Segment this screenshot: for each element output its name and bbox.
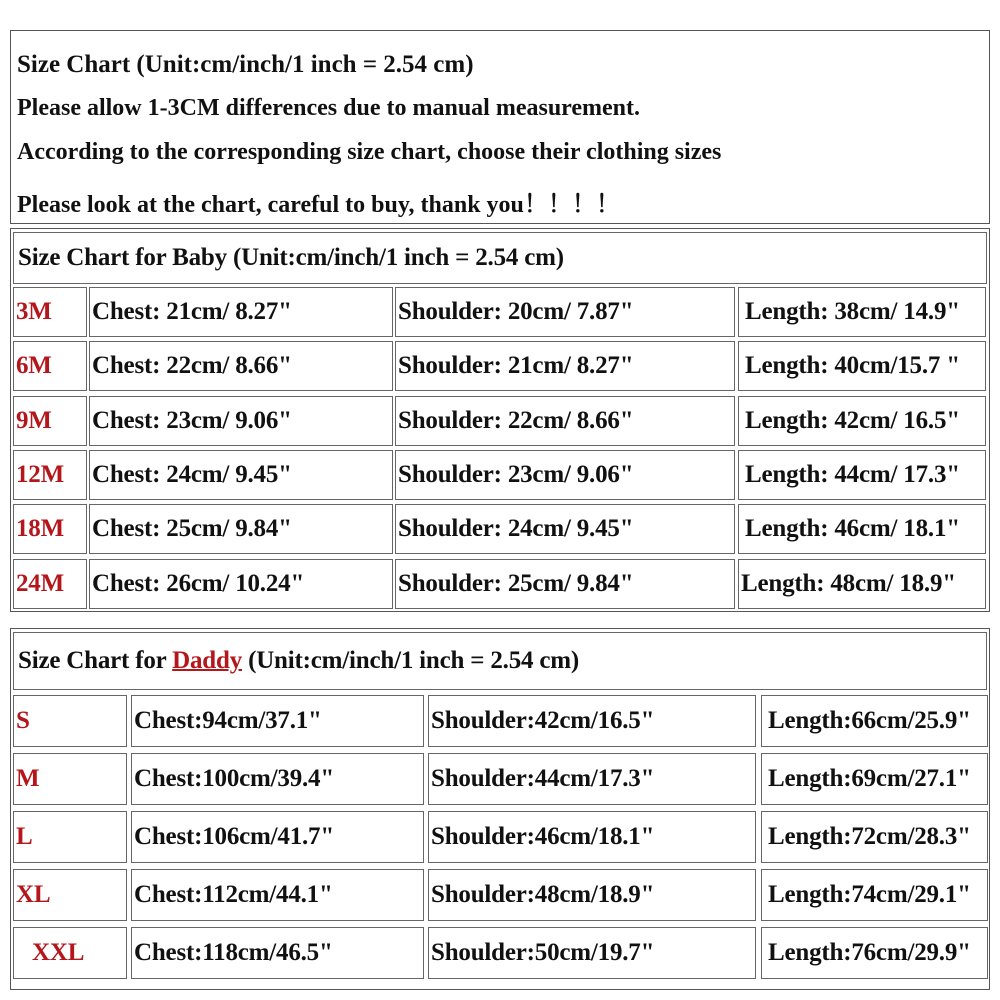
daddy-shoulder-text: Shoulder:50cm/19.7" <box>431 939 655 966</box>
baby-length-text: Length: 44cm/ 17.3" <box>745 460 960 488</box>
baby-size-cell <box>13 450 87 500</box>
daddy-length-text: Length:66cm/25.9" <box>768 707 971 734</box>
baby-length-cell <box>738 396 986 446</box>
baby-size-cell <box>13 287 87 337</box>
daddy-size-text: XL <box>16 881 51 908</box>
intro-box <box>10 30 990 224</box>
intro-title: Size Chart (Unit:cm/inch/1 inch = 2.54 cm) <box>17 51 474 78</box>
baby-chest-cell <box>89 341 393 391</box>
baby-shoulder-text: Shoulder: 25cm/ 9.84" <box>398 569 634 597</box>
baby-shoulder-cell <box>395 396 735 446</box>
baby-length-text: Length: 42cm/ 16.5" <box>745 406 960 434</box>
daddy-chest-text: Chest:112cm/44.1" <box>134 881 333 908</box>
baby-length-text: Length: 48cm/ 18.9" <box>741 569 956 597</box>
baby-chest-cell <box>89 450 393 500</box>
daddy-size-text: S <box>16 707 30 734</box>
baby-chest-cell <box>89 396 393 446</box>
daddy-shoulder-cell <box>428 869 756 921</box>
daddy-shoulder-cell <box>428 695 756 747</box>
baby-size-text: 6M <box>16 352 52 380</box>
baby-chest-text: Chest: 23cm/ 9.06" <box>92 406 292 434</box>
intro-line-3: Please look at the chart, careful to buy, thank you！！！！ <box>17 192 620 218</box>
daddy-title-highlight: Daddy <box>172 647 243 674</box>
daddy-length-text: Length:76cm/29.9" <box>768 939 971 966</box>
daddy-length-cell <box>761 695 988 747</box>
daddy-size-text: M <box>16 765 40 792</box>
baby-size-cell <box>13 559 87 609</box>
daddy-chest-cell <box>131 869 424 921</box>
baby-shoulder-text: Shoulder: 21cm/ 8.27" <box>398 352 634 380</box>
baby-chest-cell <box>89 559 393 609</box>
daddy-chest-cell <box>131 695 424 747</box>
baby-shoulder-cell <box>395 504 735 554</box>
daddy-chest-text: Chest:94cm/37.1" <box>134 707 322 734</box>
baby-shoulder-text: Shoulder: 20cm/ 7.87" <box>398 298 634 325</box>
daddy-title-prefix: Size Chart for <box>18 647 173 674</box>
baby-chest-text: Chest: 21cm/ 8.27" <box>92 298 292 325</box>
baby-shoulder-text: Shoulder: 23cm/ 9.06" <box>398 460 634 488</box>
daddy-size-text: XXL <box>32 939 85 966</box>
baby-shoulder-text: Shoulder: 24cm/ 9.45" <box>398 515 634 543</box>
baby-chest-text: Chest: 26cm/ 10.24" <box>92 569 305 597</box>
daddy-chest-cell <box>131 927 424 979</box>
daddy-length-cell <box>761 753 988 805</box>
baby-chart <box>10 228 990 612</box>
baby-shoulder-cell <box>395 341 735 391</box>
daddy-chart <box>10 628 990 990</box>
baby-chest-cell <box>89 504 393 554</box>
baby-chart-title: Size Chart for Baby (Unit:cm/inch/1 inch = 2.54 cm) <box>18 244 564 271</box>
intro-line-2: According to the corresponding size chart, choose their clothing sizes <box>17 139 722 165</box>
daddy-size-cell <box>13 695 127 747</box>
daddy-size-text: L <box>16 823 33 850</box>
baby-chest-text: Chest: 22cm/ 8.66" <box>92 352 292 380</box>
baby-length-cell <box>738 559 986 609</box>
daddy-size-cell <box>13 811 127 863</box>
baby-size-cell <box>13 396 87 446</box>
baby-chest-text: Chest: 24cm/ 9.45" <box>92 460 292 488</box>
baby-length-cell <box>738 504 986 554</box>
daddy-shoulder-cell <box>428 927 756 979</box>
baby-size-text: 24M <box>16 569 64 597</box>
baby-size-cell <box>13 341 87 391</box>
daddy-size-cell <box>13 869 127 921</box>
baby-length-cell <box>738 341 986 391</box>
daddy-length-text: Length:74cm/29.1" <box>768 881 971 908</box>
daddy-shoulder-cell <box>428 811 756 863</box>
baby-length-cell <box>738 287 986 337</box>
daddy-shoulder-text: Shoulder:44cm/17.3" <box>431 765 655 792</box>
daddy-chest-text: Chest:100cm/39.4" <box>134 765 335 792</box>
baby-shoulder-cell <box>395 287 735 337</box>
daddy-length-text: Length:69cm/27.1" <box>768 765 971 792</box>
daddy-chart-title <box>18 647 579 675</box>
daddy-title-cell <box>13 632 987 690</box>
daddy-shoulder-text: Shoulder:48cm/18.9" <box>431 881 655 908</box>
daddy-size-cell <box>13 927 127 979</box>
daddy-shoulder-cell <box>428 753 756 805</box>
baby-chest-text: Chest: 25cm/ 9.84" <box>92 515 292 543</box>
daddy-length-cell <box>761 869 988 921</box>
daddy-chest-text: Chest:118cm/46.5" <box>134 939 333 966</box>
daddy-chest-text: Chest:106cm/41.7" <box>134 823 335 850</box>
baby-length-cell <box>738 450 986 500</box>
baby-size-text: 3M <box>16 298 52 325</box>
baby-length-text: Length: 40cm/15.7 " <box>745 352 960 380</box>
daddy-shoulder-text: Shoulder:42cm/16.5" <box>431 707 655 734</box>
baby-length-text: Length: 38cm/ 14.9" <box>745 298 960 325</box>
baby-size-text: 9M <box>16 406 52 434</box>
daddy-size-cell <box>13 753 127 805</box>
daddy-length-cell <box>761 927 988 979</box>
baby-chest-cell <box>89 287 393 337</box>
baby-size-text: 18M <box>16 515 64 543</box>
baby-title-cell <box>13 232 987 284</box>
daddy-chest-cell <box>131 753 424 805</box>
baby-size-cell <box>13 504 87 554</box>
daddy-chest-cell <box>131 811 424 863</box>
baby-length-text: Length: 46cm/ 18.1" <box>745 515 960 543</box>
daddy-length-cell <box>761 811 988 863</box>
baby-shoulder-text: Shoulder: 22cm/ 8.66" <box>398 406 634 434</box>
intro-line-1: Please allow 1-3CM differences due to manual measurement. <box>17 95 641 121</box>
baby-size-text: 12M <box>16 460 64 488</box>
baby-shoulder-cell <box>395 559 735 609</box>
daddy-shoulder-text: Shoulder:46cm/18.1" <box>431 823 655 850</box>
daddy-length-text: Length:72cm/28.3" <box>768 823 971 850</box>
daddy-title-suffix: (Unit:cm/inch/1 inch = 2.54 cm) <box>242 647 580 674</box>
baby-shoulder-cell <box>395 450 735 500</box>
